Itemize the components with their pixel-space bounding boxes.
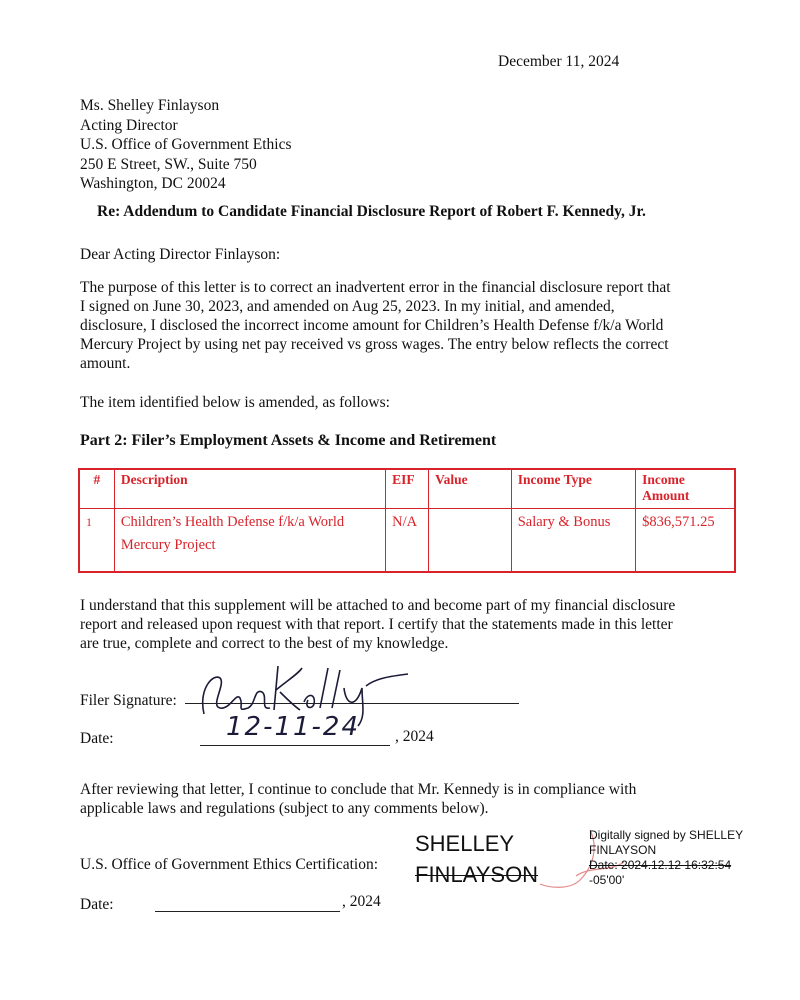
digital-signature-info-line: Date: 2024.12.12 16:32:54 xyxy=(589,858,732,872)
salutation: Dear Acting Director Finlayson: xyxy=(80,246,281,263)
row-income-type: Salary & Bonus xyxy=(511,509,635,573)
paragraph-line: amount. xyxy=(80,355,131,372)
row-income-amount: $836,571.25 xyxy=(636,509,735,573)
row-eif: N/A xyxy=(386,509,429,573)
address-line: 250 E Street, SW., Suite 750 xyxy=(80,155,257,173)
certification-date-label: Date: xyxy=(80,896,114,913)
digital-signature-info-line: -05'00' xyxy=(589,873,625,887)
paragraph-line: I signed on June 30, 2023, and amended on Aug 25, 2023. In my initial, and amended, xyxy=(80,298,615,315)
certification-date-line xyxy=(155,911,340,912)
row-num: 1 xyxy=(79,509,114,573)
recipient-address xyxy=(80,96,292,194)
header-income-type: Income Type xyxy=(511,469,635,509)
subject-line: Re: Addendum to Candidate Financial Disclosure Report of Robert F. Kennedy, Jr. xyxy=(97,203,646,220)
digital-signature-last: FINLAYSON xyxy=(415,862,539,887)
paragraph-line: The purpose of this letter is to correct an inadvertent error in the financial disclosure report that xyxy=(80,279,671,296)
paragraph-line: Mercury Project by using net pay received vs gross wages. The entry below reflects the correct xyxy=(80,336,669,353)
table-header-row xyxy=(79,469,735,509)
paragraph-line: applicable laws and regulations (subject to any comments below). xyxy=(80,800,489,817)
certification-label: U.S. Office of Government Ethics Certification: xyxy=(80,856,379,873)
date-line xyxy=(200,745,390,746)
header-description: Description xyxy=(114,469,385,509)
row-value xyxy=(429,509,512,573)
filer-date-label: Date: xyxy=(80,730,114,747)
paragraph-purpose xyxy=(80,278,720,373)
table-row xyxy=(79,509,735,573)
header-value: Value xyxy=(429,469,512,509)
address-line: Washington, DC 20024 xyxy=(80,175,226,192)
paragraph-certify xyxy=(80,596,720,653)
digital-signature-info-line: FINLAYSON xyxy=(589,843,657,857)
address-line: Acting Director xyxy=(80,116,178,134)
letter-date: December 11, 2024 xyxy=(498,53,620,70)
amendment-table xyxy=(78,468,736,573)
address-line: U.S. Office of Government Ethics xyxy=(80,136,292,153)
paragraph-compliance xyxy=(80,780,636,818)
digital-signature-info xyxy=(589,828,743,888)
header-num: # xyxy=(79,469,114,509)
paragraph-line: are true, complete and correct to the best of my knowledge. xyxy=(80,635,449,652)
filer-signature-label: Filer Signature: xyxy=(80,692,177,709)
header-income-amount: Income Amount xyxy=(636,469,735,509)
part-heading: Part 2: Filer’s Employment Assets & Income and Retirement xyxy=(80,432,497,449)
digital-signature-first: SHELLEY xyxy=(415,831,515,856)
digital-signature-info-line: Digitally signed by SHELLEY xyxy=(589,828,744,842)
paragraph-line: report and released upon request with that report. I certify that the statements made in this letter xyxy=(80,616,673,633)
filer-date-year: , 2024 xyxy=(395,728,434,745)
row-description: Children’s Health Defense f/k/a World Mercury Project xyxy=(114,509,385,573)
paragraph-line: I understand that this supplement will be attached to and become part of my financial disclosure xyxy=(80,597,676,614)
paragraph-line: After reviewing that letter, I continue to conclude that Mr. Kennedy is in compliance with xyxy=(80,781,637,798)
paragraph-amended: The item identified below is amended, as follows: xyxy=(80,394,390,411)
address-line: Ms. Shelley Finlayson xyxy=(80,97,220,114)
handwritten-date: 12-11-24 xyxy=(226,712,361,742)
certification-date-year: , 2024 xyxy=(342,893,381,910)
paragraph-line: disclosure, I disclosed the incorrect income amount for Children’s Health Defense f/k/a World xyxy=(80,317,664,334)
header-eif: EIF xyxy=(386,469,429,509)
